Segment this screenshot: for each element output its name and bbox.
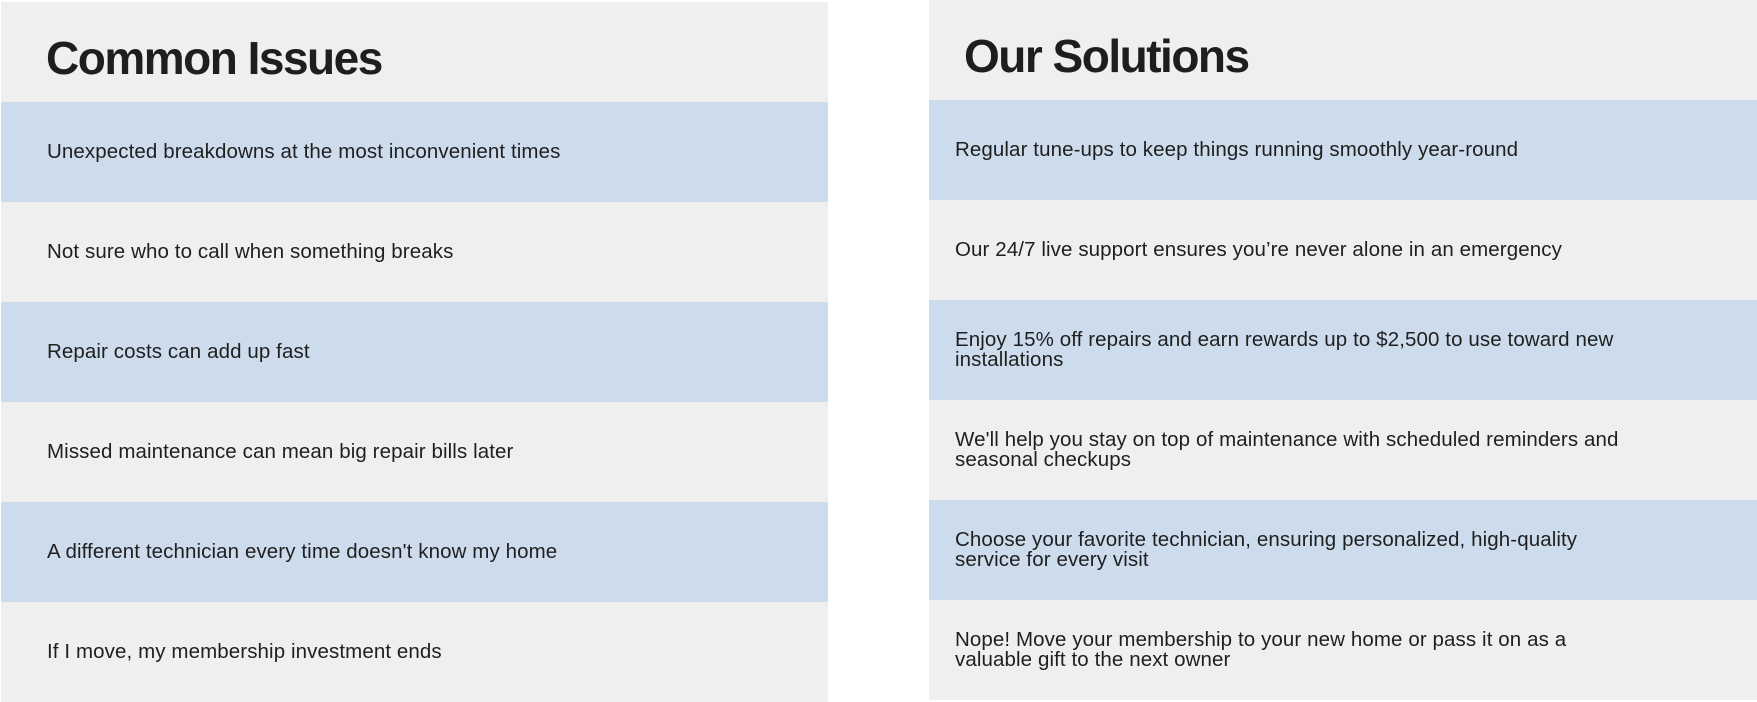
common-issues-panel: [1, 2, 828, 699]
solution-row: Choose your favorite technician, ensuring personalized, high-quality service for every visit: [929, 500, 1757, 600]
our-solutions-panel: [929, 0, 1757, 697]
solution-row: Nope! Move your membership to your new home or pass it on as a valuable gift to the next owner: [929, 600, 1757, 700]
solution-row: Regular tune-ups to keep things running smoothly year-round: [929, 100, 1757, 200]
issue-row: A different technician every time doesn't know my home: [1, 502, 828, 602]
common-issues-title: Common Issues: [46, 32, 382, 84]
solution-row: We'll help you stay on top of maintenance with scheduled reminders and seasonal checkups: [929, 400, 1757, 500]
our-solutions-title: Our Solutions: [964, 30, 1249, 82]
our-solutions-list: [929, 100, 1757, 700]
solution-row: Our 24/7 live support ensures you’re never alone in an emergency: [929, 200, 1757, 300]
issue-row: Repair costs can add up fast: [1, 302, 828, 402]
issue-row: If I move, my membership investment ends: [1, 602, 828, 702]
solution-row: Enjoy 15% off repairs and earn rewards up to $2,500 to use toward new installations: [929, 300, 1757, 400]
common-issues-list: [1, 102, 828, 702]
issue-row: Unexpected breakdowns at the most inconvenient times: [1, 102, 828, 202]
issue-row: Not sure who to call when something breaks: [1, 202, 828, 302]
issue-row: Missed maintenance can mean big repair bills later: [1, 402, 828, 502]
